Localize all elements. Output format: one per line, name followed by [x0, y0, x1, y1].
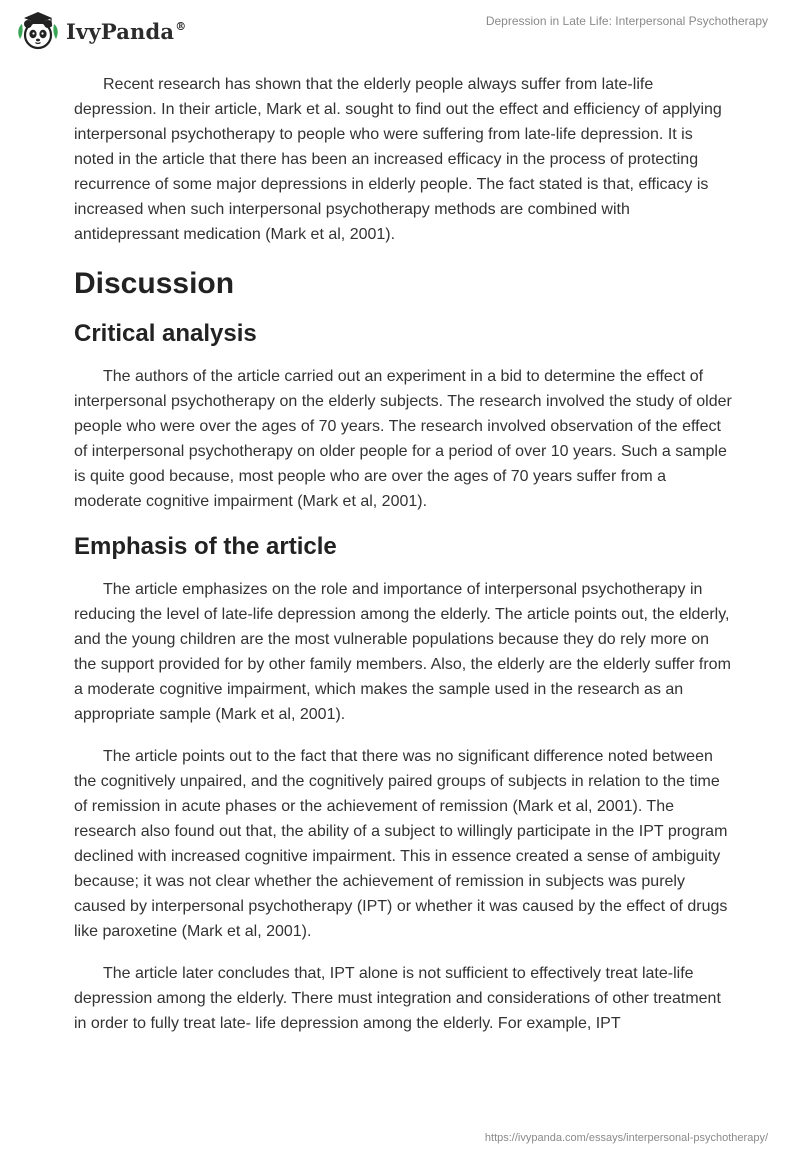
page-header — [0, 0, 800, 70]
critical-analysis-heading: Critical analysis — [74, 320, 257, 347]
source-url[interactable]: https://ivypanda.com/essays/interpersonal-psychotherapy/ — [484, 1132, 768, 1144]
article-body — [74, 72, 734, 1053]
emphasis-heading: Emphasis of the article — [74, 533, 337, 560]
emphasis-paragraph: The article emphasizes on the role and importance of interpersonal psychotherapy in reducing the level of late-life depression among the elderly. The article points out, the elderly, and the young children are the most vulnerable populations because they do rely more on the support provided for by other family members. Also, the elderly are the elderly suffer from a moderate cognitive impairment, which makes the sample used in the research as an appropriate sample (Mark et al, 2001). — [74, 581, 731, 723]
brand-name: IvyPanda® — [66, 18, 187, 44]
critical-analysis-paragraph: The authors of the article carried out an experiment in a bid to determine the effect of interpersonal psychotherapy on the elderly subjects. The research involved the study of older people who were over the ages of 70 years. The research involved observation of the effect of interpersonal psychotherapy on older people for a period of over 10 years. Such a sample is quite good because, most people who are over the ages of 70 years suffer from a moderate cognitive impairment (Mark et al, 2001). — [74, 368, 732, 510]
brand-logo[interactable] — [16, 9, 186, 53]
emphasis-paragraph: The article later concludes that, IPT alone is not sufficient to effectively treat late-life depression among the elderly. There must integration and considerations of other treatment in order to fully treat late- life depression among the elderly. For example, IPT — [74, 965, 721, 1032]
emphasis-paragraph: The article points out to the fact that there was no significant difference noted between the cognitively unpaired, and the cognitively paired groups of subjects in relation to the time of remission in acute phases or the achievement of remission (Mark et al, 2001). The research also found out that, the ability of a subject to willingly participate in the IPT program declined with increased cognitive impairment. This in essence created a sense of ambiguity because; it was not clear whether the achievement of remission in subjects was purely caused by interpersonal psychotherapy (IPT) or whether it was caused by the effect of drugs like paroxetine (Mark et al, 2001). — [74, 748, 728, 940]
panda-graduate-logo-icon — [16, 9, 60, 53]
intro-paragraph: Recent research has shown that the elderly people always suffer from late-life depression. In their article, Mark et al. sought to find out the effect and efficiency of applying interpersonal psychotherapy to people who were suffering from late-life depression. It is noted in the article that there has been an increased efficacy in the process of protecting recurrence of some major depressions in elderly people. The fact stated is that, efficacy is increased when such interpersonal psychotherapy methods are combined with antidepressant medication (Mark et al, 2001). — [74, 76, 722, 243]
discussion-heading: Discussion — [74, 267, 235, 300]
document-title: Depression in Late Life: Interpersonal Psychotherapy — [485, 14, 768, 28]
